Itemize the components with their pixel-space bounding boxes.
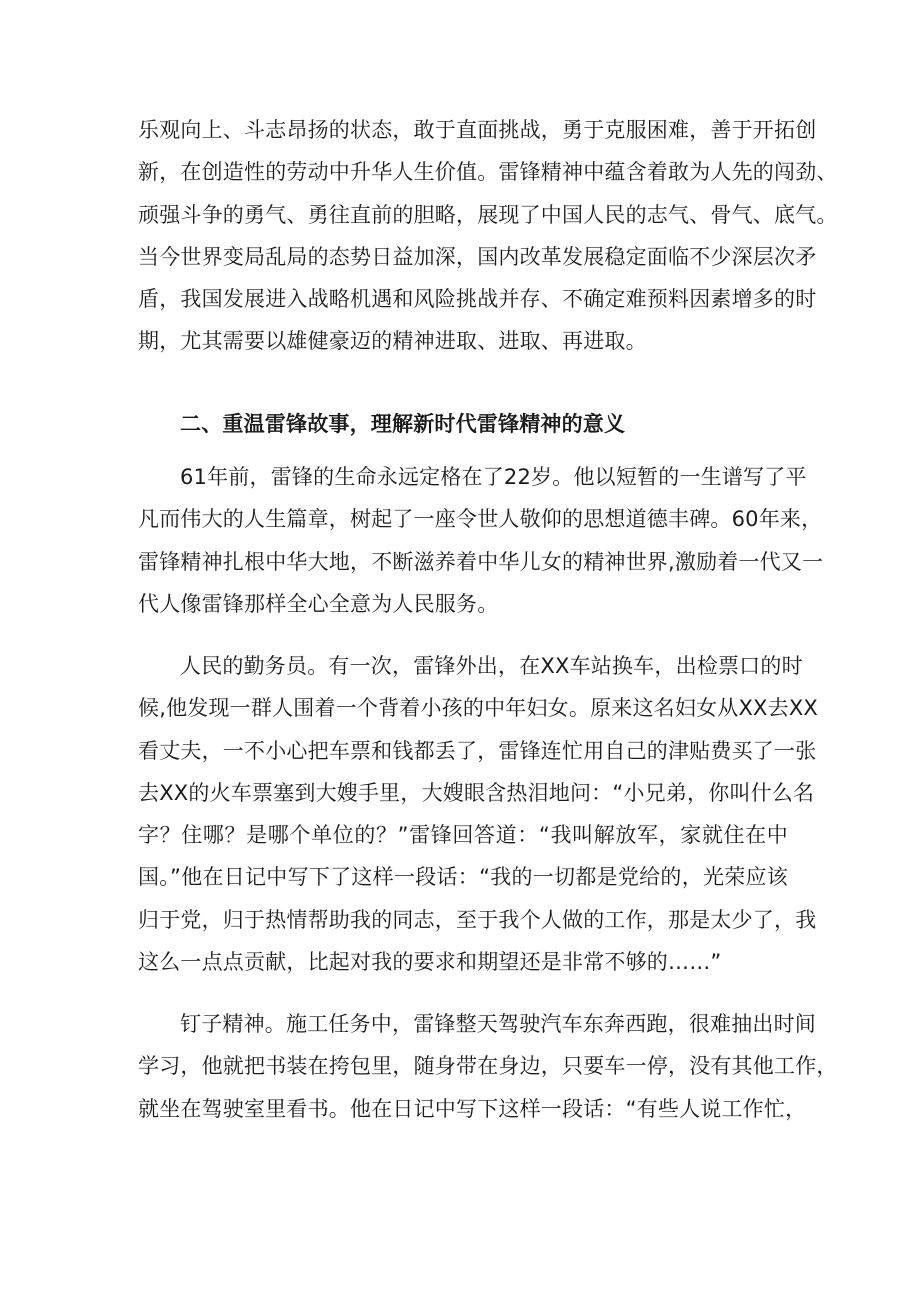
text-line: 61年前，雷锋的生命永远定格在了22岁。他以短暂的一生谱写了平 <box>180 465 807 489</box>
text-line: 人民的勤务员。有一次，雷锋外出，在XX车站换车，出检票口的时 <box>180 654 803 678</box>
text-line: 候,他发现一群人围着一个背着小孩的中年妇女。原来这名妇女从XX去XX <box>138 696 819 721</box>
text-line: 就坐在驾驶室里看书。他在日记中写下这样一段话：“有些人说工作忙， <box>138 1096 807 1121</box>
text-line: 代人像雷锋那样全心全意为人民服务。 <box>138 591 499 616</box>
section-heading-block <box>138 403 788 445</box>
text-line: 当今世界变局乱局的态势日益加深，国内改革发展稳定面临不少深层次矛 <box>138 244 817 269</box>
text-line: 期，尤其需要以雄健豪迈的精神进取、进取、再进取。 <box>138 329 647 354</box>
section-heading: 二、重温雷锋故事，理解新时代雷锋精神的意义 <box>180 412 626 436</box>
paragraph-servant <box>138 645 819 983</box>
text-line: 雷锋精神扎根中华大地，不断滋养着中华儿女的精神世界,激励着一代又一 <box>138 549 824 574</box>
paragraph-nail <box>138 1003 838 1130</box>
text-line: 钉子精神。施工任务中，雷锋整天驾驶汽车东奔西跑，很难抽出时间 <box>180 1012 816 1036</box>
text-line: 顽强斗争的勇气、勇往直前的胆略，展现了中国人民的志气、骨气、底气。 <box>138 202 838 227</box>
text-line: 字？住哪？是哪个单位的？”雷锋回答道：“我叫解放军，家就住在中 <box>138 823 788 848</box>
text-line: 学习，他就把书装在挎包里，随身带在身边，只要车一停，没有其他工作， <box>138 1054 838 1079</box>
text-line: 国。”他在日记中写下了这样一段话：“我的一切都是党给的，光荣应该 <box>138 865 788 890</box>
text-line: 去XX的火车票塞到大嫂手里，大嫂眼含热泪地问：“小兄弟，你叫什么名 <box>138 780 815 805</box>
text-line: 盾，我国发展进入战略机遇和风险挑战并存、不确定难预料因素增多的时 <box>138 287 817 312</box>
text-line: 凡而伟大的人生篇章，树起了一座令世人敬仰的思想道德丰碑。60年来， <box>138 507 823 532</box>
text-line: 这么一点点贡献，比起对我的要求和期望还是非常不够的……” <box>138 950 722 975</box>
paragraph-intro <box>138 456 824 625</box>
text-line: 新，在创造性的劳动中升华人生价值。雷锋精神中蕴含着敢为人先的闯劲、 <box>138 160 838 185</box>
text-line: 乐观向上、斗志昂扬的状态，敢于直面挑战，勇于克服困难，善于开拓创 <box>138 118 817 142</box>
text-line: 看丈夫，一不小心把车票和钱都丢了，雷锋连忙用自己的津贴费买了一张 <box>138 738 817 763</box>
paragraph-continuation <box>138 109 838 363</box>
text-line: 归于党，归于热情帮助我的同志，至于我个人做的工作，那是太少了，我 <box>138 907 817 932</box>
